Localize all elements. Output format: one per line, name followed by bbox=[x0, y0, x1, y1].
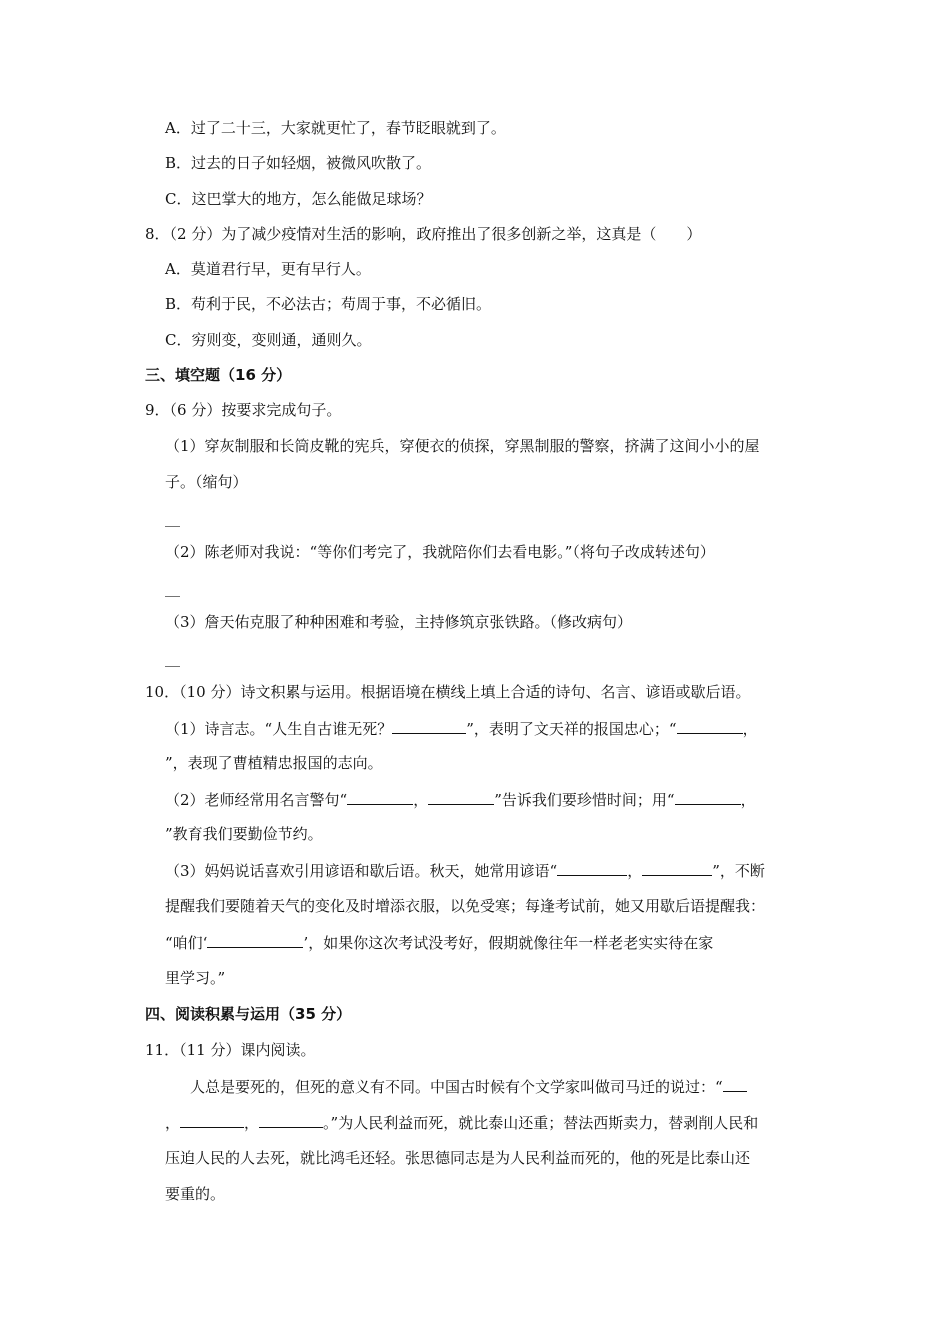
q8-stem: 8．（2 分）为了减少疫情对生活的影响，政府推出了很多创新之举，这真是（ ） bbox=[145, 225, 702, 243]
q11-stem: 11．（11 分）课内阅读。 bbox=[145, 1041, 316, 1059]
section-3-heading: 三、填空题（16 分） bbox=[145, 366, 292, 384]
q10-p1-text-a: （1）诗言志。“人生自古谁无死？ bbox=[165, 720, 393, 738]
q11-passage-line4: 要重的。 bbox=[165, 1185, 226, 1203]
fill-blank[interactable] bbox=[428, 789, 494, 805]
fill-blank[interactable] bbox=[207, 932, 303, 948]
q10-p2-text-b: ， bbox=[413, 791, 429, 809]
q8-option-b: B．苟利于民，不必法古；苟周于事，不必循旧。 bbox=[165, 295, 492, 313]
q7-option-c: C．这巴掌大的地方，怎么能做足球场？ bbox=[165, 190, 432, 208]
fill-blank[interactable] bbox=[675, 789, 741, 805]
q11-l2-text-c: 。”为人民利益而死，就比泰山还重；替法西斯卖力，替剥削人民和 bbox=[323, 1114, 759, 1132]
q9-part2: （2）陈老师对我说：“等你们考完了，我就陪你们去看电影。”（将句子改成转述句） bbox=[165, 543, 715, 561]
fill-blank[interactable] bbox=[180, 1112, 244, 1128]
q10-stem: 10．（10 分）诗文积累与运用。根据语境在横线上填上合适的诗句、名言、谚语或歇后语。 bbox=[145, 683, 751, 701]
q9-stem: 9．（6 分）按要求完成句子。 bbox=[145, 401, 342, 419]
fill-blank[interactable] bbox=[259, 1112, 323, 1128]
q11-l2-text-b: ， bbox=[244, 1114, 260, 1132]
fill-blank[interactable] bbox=[347, 789, 413, 805]
q11-passage-line1 bbox=[190, 1076, 747, 1097]
q10-part3-line3 bbox=[165, 932, 713, 953]
section-4-heading: 四、阅读积累与运用（35 分） bbox=[145, 1005, 352, 1023]
q10-part3-line4: 里学习。” bbox=[165, 969, 226, 987]
q11-l1-text: 人总是要死的，但死的意义有不同。中国古时候有个文学家叫做司马迁的说过：“ bbox=[190, 1078, 723, 1096]
fill-blank[interactable] bbox=[723, 1076, 747, 1092]
q10-p2-text-c: ”告诉我们要珍惜时间；用“ bbox=[494, 791, 675, 809]
fill-blank[interactable] bbox=[642, 860, 712, 876]
q7-option-a: A．过了二十三，大家就更忙了，春节眨眼就到了。 bbox=[165, 119, 506, 137]
q9-part1-line2: 子。（缩句） bbox=[165, 473, 248, 491]
q10-part2-line1 bbox=[165, 789, 756, 810]
q11-passage-line2 bbox=[165, 1112, 758, 1133]
fill-blank[interactable] bbox=[392, 718, 466, 734]
q10-part2-line2: ”教育我们要勤俭节约。 bbox=[165, 825, 323, 843]
q10-p3-text-f: ’，如果你这次考试没考好，假期就像往年一样老老实实待在家 bbox=[303, 934, 714, 952]
q9-part1-line1: （1）穿灰制服和长筒皮靴的宪兵，穿便衣的侦探，穿黑制服的警察，挤满了这间小小的屋 bbox=[165, 437, 760, 455]
q11-l2-text-a: ， bbox=[165, 1114, 181, 1132]
q10-part1-line2: ”，表现了曹植精忠报国的志向。 bbox=[165, 754, 383, 772]
q10-part3-line2: 提醒我们要随着天气的变化及时增添衣服，以免受寒；每逢考试前，她又用歇后语提醒我： bbox=[165, 897, 766, 915]
q10-p3-text-e: “咱们‘ bbox=[165, 934, 208, 952]
q11-passage-line3: 压迫人民的人去死，就比鸿毛还轻。张思德同志是为人民利益而死的，他的死是比泰山还 bbox=[165, 1149, 751, 1167]
q10-p3-text-a: （3）妈妈说话喜欢引用谚语和歇后语。秋天，她常用谚语“ bbox=[165, 862, 558, 880]
q10-p2-text-a: （2）老师经常用名言警句“ bbox=[165, 791, 348, 809]
q8-option-a: A．莫道君行早，更有早行人。 bbox=[165, 260, 371, 278]
q9-part3: （3）詹天佑克服了种种困难和考验，主持修筑京张铁路。（修改病句） bbox=[165, 613, 633, 631]
q9-part3-answer-line: __ bbox=[165, 649, 180, 667]
fill-blank[interactable] bbox=[677, 718, 743, 734]
q10-part3-line1 bbox=[165, 860, 765, 881]
q8-option-c: C．穷则变，变则通，通则久。 bbox=[165, 331, 372, 349]
q9-part1-answer-line: __ bbox=[165, 509, 180, 527]
q10-part1-line1 bbox=[165, 718, 758, 739]
q7-option-b: B．过去的日子如轻烟，被微风吹散了。 bbox=[165, 154, 432, 172]
q10-p1-text-b: ”，表明了文天祥的报国忠心；“ bbox=[466, 720, 677, 738]
q9-part2-answer-line: __ bbox=[165, 579, 180, 597]
q10-p2-text-d: ， bbox=[740, 791, 756, 809]
q10-p3-text-b: ， bbox=[627, 862, 643, 880]
fill-blank[interactable] bbox=[557, 860, 627, 876]
q10-p1-text-c: ， bbox=[742, 720, 758, 738]
q10-p3-text-c: ”，不断 bbox=[712, 862, 765, 880]
